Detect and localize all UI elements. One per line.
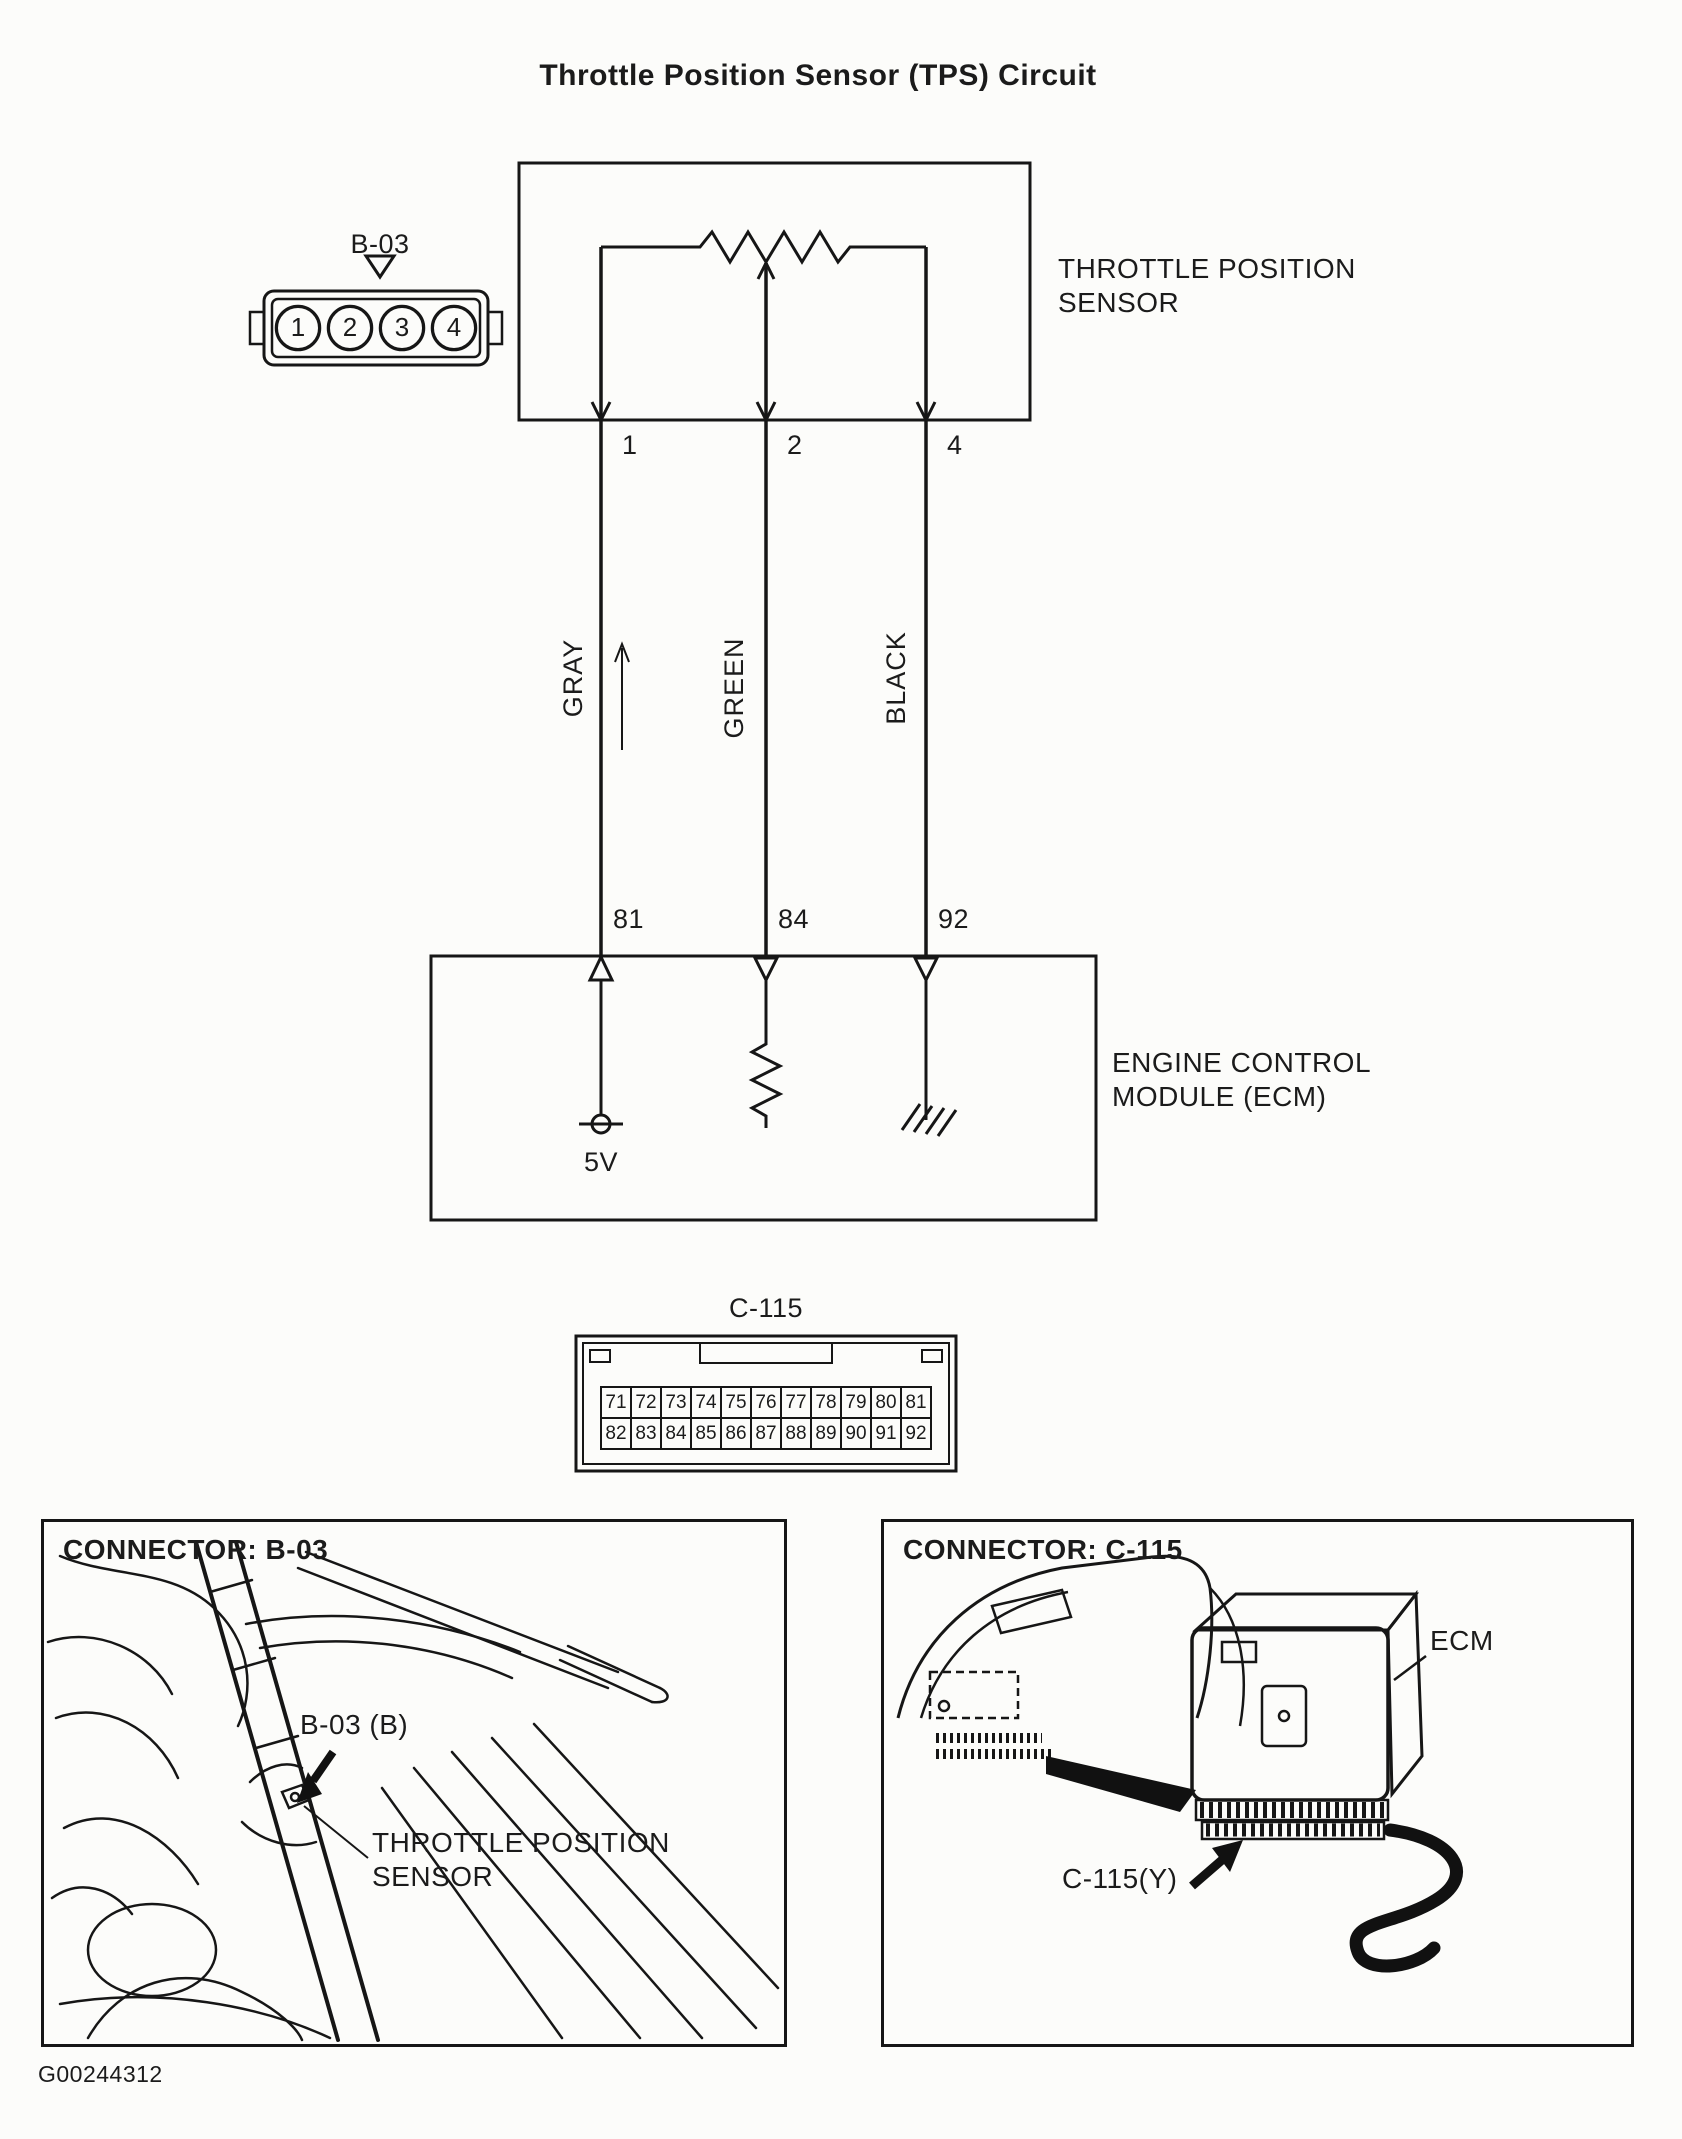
ecm-pin-84-label: 84 (778, 904, 810, 934)
ground-icon (902, 980, 956, 1136)
panel-connector-b03 (41, 1519, 787, 2047)
c115-pin-81: 81 (900, 1386, 932, 1419)
ecm-pin84-triangle-icon (755, 958, 777, 980)
c115-pin-92: 92 (900, 1417, 932, 1450)
c115-pin-73: 73 (660, 1386, 692, 1419)
ecm-pin92-triangle-icon (915, 958, 937, 980)
c115-callout-label: C-115(Y) (1062, 1863, 1178, 1894)
tps-pin-2-label: 2 (787, 430, 803, 460)
c115-label: C-115 (728, 1293, 804, 1323)
c115-pin-91: 91 (870, 1417, 902, 1450)
c115-pin-71: 71 (600, 1386, 632, 1419)
b03-pin-2: 2 (328, 306, 372, 350)
sensor-callout-label: THROTTLE POSITION SENSOR (372, 1827, 670, 1893)
c115-pin-86: 86 (720, 1417, 752, 1450)
c115-pin-77: 77 (780, 1386, 812, 1419)
c115-pin-72: 72 (630, 1386, 662, 1419)
c115-corner-notch (590, 1350, 610, 1362)
panel-connector-c115 (881, 1519, 1634, 2047)
ecm-pin81-triangle-icon (590, 957, 612, 980)
c115-corner-notch (922, 1350, 942, 1362)
page-title: Throttle Position Sensor (TPS) Circuit (539, 59, 1097, 92)
b03-side-tab (488, 312, 502, 344)
ecm-label: ENGINE CONTROL MODULE (ECM) (1112, 1047, 1370, 1113)
c115-pin-row-2 (600, 1417, 932, 1450)
c115-pin-80: 80 (870, 1386, 902, 1419)
c115-pin-grid (600, 1386, 932, 1450)
c115-pin-75: 75 (720, 1386, 752, 1419)
wire-color-black-label: BLACK (880, 631, 911, 725)
c115-pin-82: 82 (600, 1417, 632, 1450)
c115-pin-row-1 (600, 1386, 932, 1419)
ecm-callout-label: ECM (1430, 1625, 1494, 1656)
ecm-pin-81-label: 81 (613, 904, 645, 934)
ecm-resistor-icon (752, 980, 780, 1128)
tps-label: THROTTLE POSITION SENSOR (1058, 253, 1356, 319)
c115-pin-87: 87 (750, 1417, 782, 1450)
signal-direction-arrow-icon (615, 644, 629, 750)
wire-color-green-label: GREEN (718, 637, 749, 739)
c115-pin-74: 74 (690, 1386, 722, 1419)
b03-pin-3: 3 (380, 306, 424, 350)
ecm-pin-92-label: 92 (938, 904, 970, 934)
b03-pin-1: 1 (276, 306, 320, 350)
b03-side-tab (250, 312, 264, 344)
schematic (431, 163, 1096, 1220)
5v-supply-icon (579, 980, 623, 1133)
c115-pin-83: 83 (630, 1417, 662, 1450)
c115-top-tab (700, 1343, 832, 1363)
c115-pin-84: 84 (660, 1417, 692, 1450)
c115-pin-78: 78 (810, 1386, 842, 1419)
c115-pin-85: 85 (690, 1417, 722, 1450)
c115-pin-89: 89 (810, 1417, 842, 1450)
c115-pin-90: 90 (840, 1417, 872, 1450)
ecm-box (431, 956, 1096, 1220)
tps-pin-4-label: 4 (947, 430, 963, 460)
c115-pin-79: 79 (840, 1386, 872, 1419)
c115-pin-88: 88 (780, 1417, 812, 1450)
panel-c115-title: CONNECTOR: C-115 (903, 1534, 1183, 1565)
panel-b03-title: CONNECTOR: B-03 (63, 1534, 329, 1565)
tps-pin-1-label: 1 (622, 430, 638, 460)
tps-potentiometer (601, 232, 926, 262)
c115-pin-76: 76 (750, 1386, 782, 1419)
b03-callout-label: B-03 (B) (300, 1709, 409, 1740)
figure-id: G00244312 (38, 2061, 163, 2087)
b03-pin-4: 4 (432, 306, 476, 350)
b03-label: B-03 (350, 229, 410, 259)
wire-color-gray-label: GRAY (557, 638, 588, 718)
5v-label: 5V (583, 1147, 619, 1177)
tps-box (519, 163, 1030, 420)
